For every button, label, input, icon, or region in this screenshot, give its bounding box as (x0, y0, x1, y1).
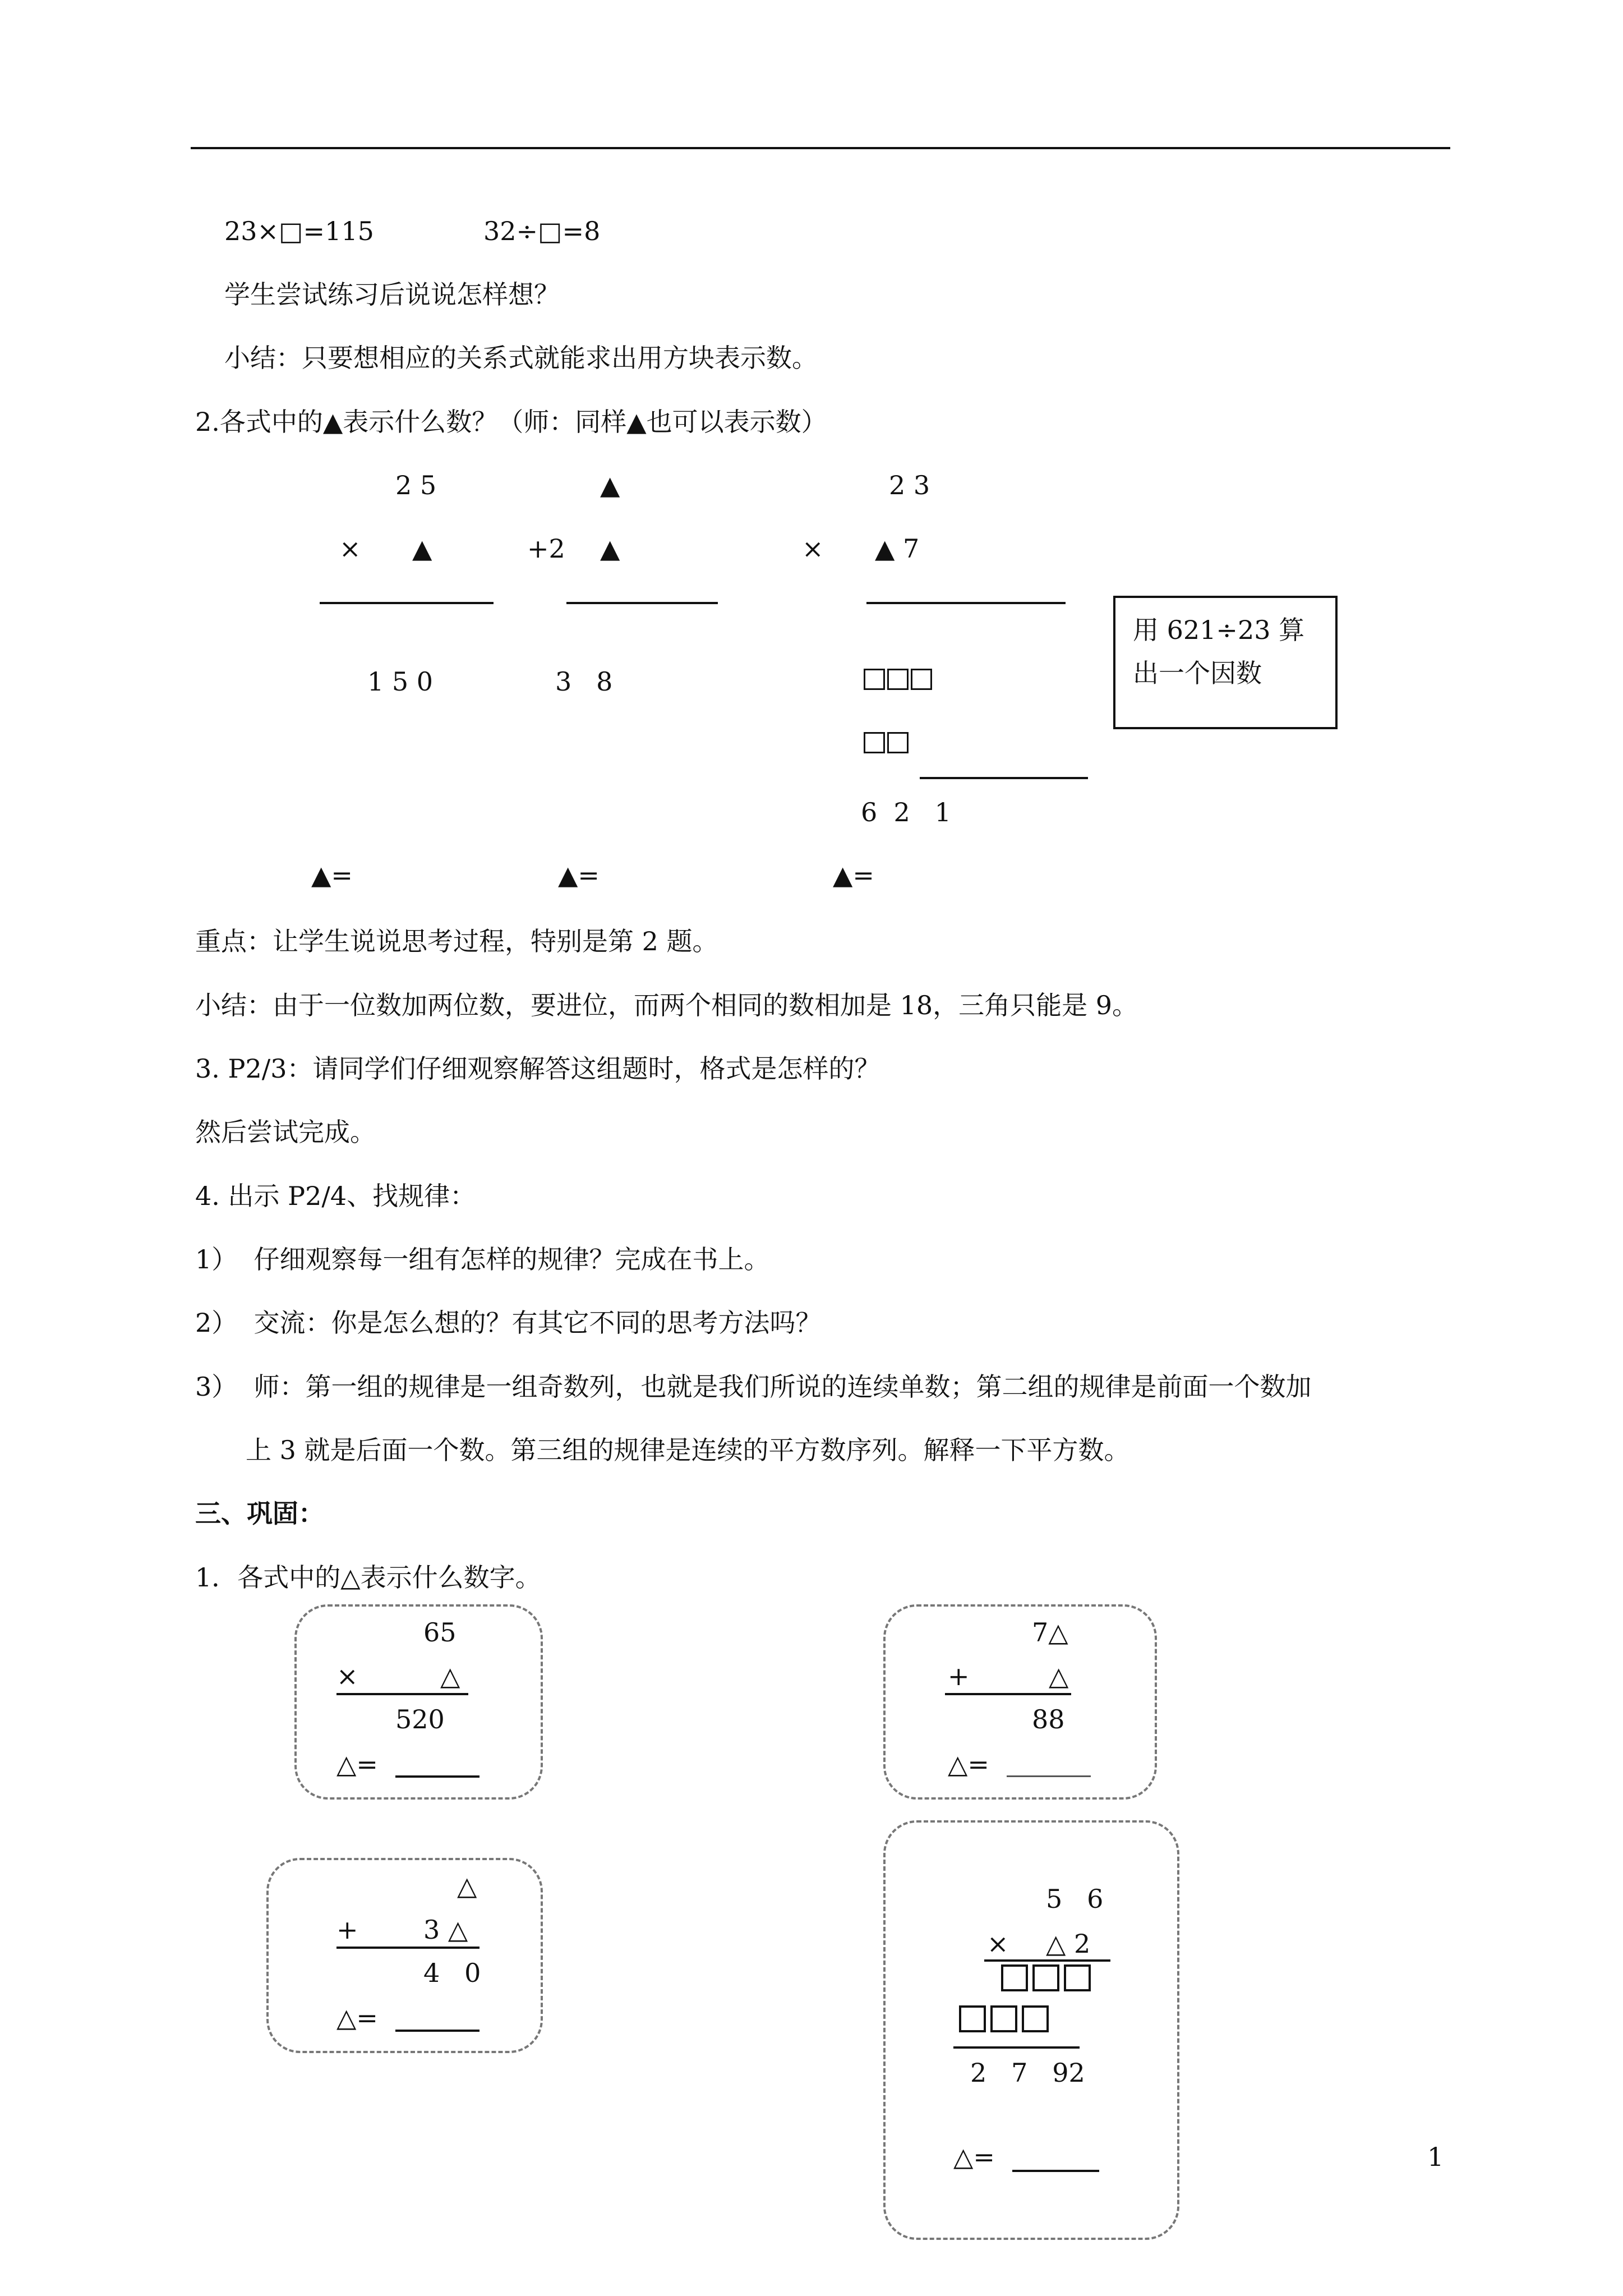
box1-rule (336, 1693, 468, 1695)
note-key-point: 重点：让学生说说思考过程，特别是第 2 题。 (195, 926, 718, 956)
line-equation-2: 32÷□=8 (483, 216, 601, 246)
box2-rule (945, 1693, 1071, 1695)
exercise-box-3 (266, 1858, 543, 2053)
box2-result: 88 (1032, 1704, 1065, 1734)
eq-b-answer: ▲= (558, 860, 600, 890)
line-equation-1: 23×□=115 (224, 216, 374, 246)
hint-line-2: 出一个因数 (1133, 658, 1262, 688)
hint-line-1: 用 621÷23 算 (1133, 615, 1305, 645)
eq-b-rule (566, 602, 718, 604)
eq-c-squares-row-2 (864, 732, 911, 753)
eq-b-result: 3 8 (555, 666, 613, 697)
box3-blank (395, 2030, 479, 2032)
box1-answer: △= (336, 1749, 378, 1779)
box4-answer: △= (953, 2142, 995, 2172)
box3-top: △ (457, 1871, 477, 1901)
note-p2-3: 3. P2/3：请同学们仔细观察解答这组题时，格式是怎样的？ (195, 1053, 880, 1084)
eq-b-top: ▲ (600, 470, 620, 500)
eq-a-answer: ▲= (311, 860, 353, 890)
eq-b-operator: +2 (527, 533, 565, 564)
eq-a-top: 2 5 (395, 470, 437, 500)
eq-c-operator: × (802, 533, 824, 564)
note-step-3: 3） 师：第一组的规律是一组奇数列，也就是我们所说的连续单数；第二组的规律是前面一个数加 (195, 1372, 1312, 1402)
eq-a-operator: × (339, 533, 361, 564)
box3-addend: 3 △ (423, 1915, 468, 1945)
box2-operator: + (948, 1661, 970, 1691)
box4-rule-1 (984, 1959, 1110, 1962)
box1-triangle: △ (440, 1661, 460, 1691)
box1-blank (395, 1775, 479, 1778)
box4-operator: × (987, 1929, 1009, 1959)
box4-triangle-two: △ 2 (1046, 1929, 1091, 1959)
box2-top: 7△ (1032, 1617, 1068, 1648)
box4-blank (1012, 2170, 1099, 2172)
box4-squares-row-2 (959, 2005, 1053, 2032)
note-then-try: 然后尝试完成。 (195, 1117, 376, 1147)
note-step-2: 2） 交流：你是怎么想的？有其它不同的思考方法吗？ (195, 1308, 822, 1338)
exercise-box-1 (294, 1604, 543, 1800)
box4-result: 2 7 92 (970, 2058, 1085, 2088)
box4-rule-2 (953, 2046, 1080, 2049)
note-step-3-cont: 上 3 就是后面一个数。第三组的规律是连续的平方数序列。解释一下平方数。 (246, 1435, 1130, 1465)
eq-b-triangle: ▲ (600, 533, 620, 564)
box4-squares-row-1 (1001, 1964, 1095, 1991)
eq-c-rule-2 (920, 777, 1088, 779)
box2-blank (1007, 1775, 1091, 1777)
eq-a-rule (320, 602, 494, 604)
note-summary-2: 小结：由于一位数加两位数，要进位，而两个相同的数相加是 18，三角只能是 9。 (195, 990, 1138, 1020)
box3-rule (336, 1947, 479, 1949)
line-question-2: 2.各式中的▲表示什么数？（师：同样▲也可以表示数） (195, 407, 827, 437)
box3-operator: + (336, 1915, 358, 1945)
eq-c-triangle-seven: ▲ 7 (875, 533, 920, 564)
section-question-1: 1．各式中的△表示什么数字。 (195, 1562, 541, 1593)
eq-c-squares-row-1 (864, 669, 934, 690)
note-p2-4: 4. 出示 P2/4、找规律： (195, 1181, 476, 1211)
eq-c-answer: ▲= (833, 860, 874, 890)
line-student-try: 学生尝试练习后说说怎样想？ (224, 279, 560, 310)
page-number: 1 (1427, 2142, 1444, 2172)
eq-a-triangle: ▲ (412, 533, 432, 564)
note-step-1: 1） 仔细观察每一组有怎样的规律？完成在书上。 (195, 1244, 770, 1274)
box1-top: 65 (423, 1617, 457, 1648)
box3-result: 4 0 (423, 1958, 481, 1988)
box1-operator: × (336, 1661, 358, 1691)
header-rule (191, 147, 1450, 149)
box3-answer: △= (336, 2003, 378, 2033)
eq-a-result: 1 5 0 (367, 666, 434, 697)
eq-c-result: 6 2 1 (861, 797, 951, 827)
box2-answer: △= (948, 1749, 989, 1779)
box1-result: 520 (395, 1704, 445, 1734)
eq-c-top: 2 3 (889, 470, 930, 500)
exercise-box-2 (883, 1604, 1157, 1800)
section-title: 三、巩固： (195, 1498, 324, 1529)
box4-top: 5 6 (1046, 1884, 1104, 1914)
eq-c-rule (866, 602, 1066, 604)
box2-triangle: △ (1049, 1661, 1069, 1691)
line-summary-1: 小结：只要想相应的关系式就能求出用方块表示数。 (224, 343, 818, 373)
